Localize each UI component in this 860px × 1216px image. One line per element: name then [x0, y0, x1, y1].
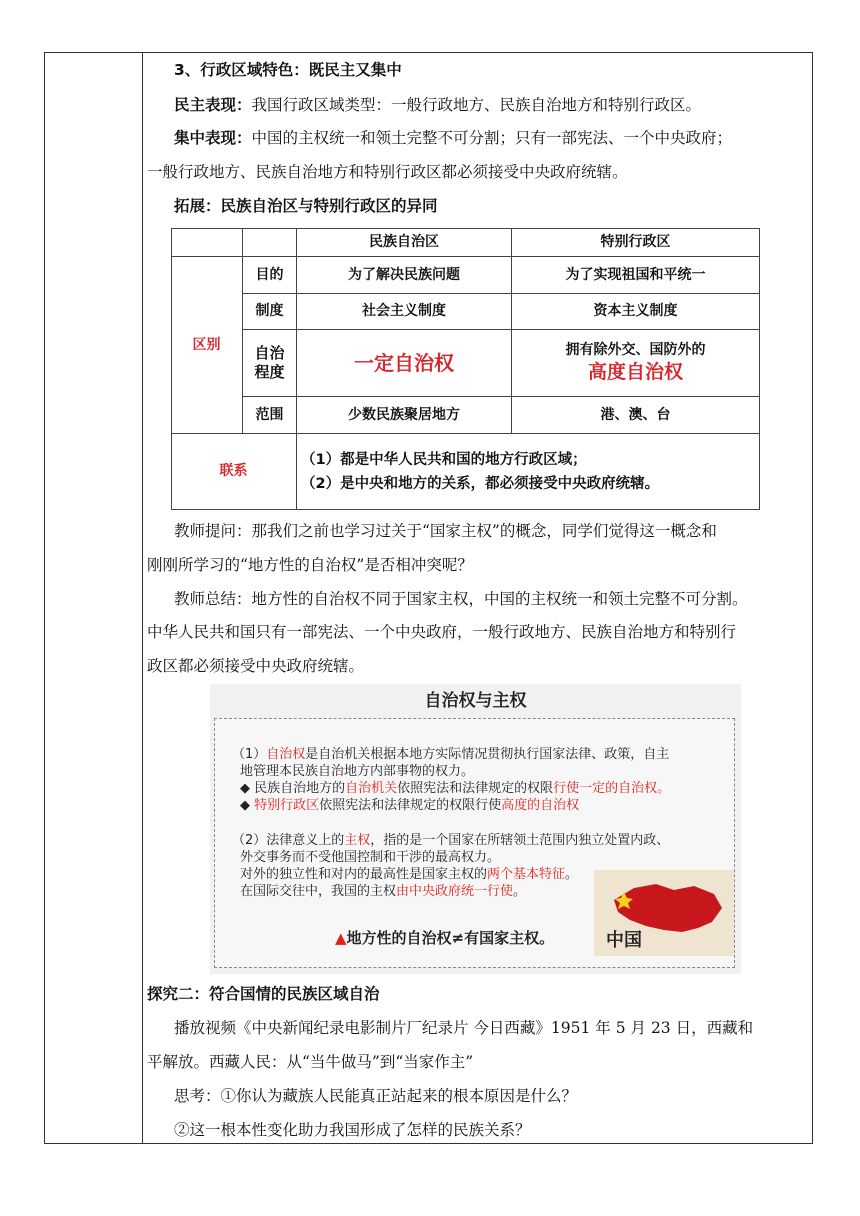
teacher-summary-1: 教师总结：地方性的自治权不同于国家主权，中国的主权统一和领土完整不可分割。 — [174, 590, 748, 608]
autonomy-autonomous: 一定自治权 — [354, 350, 454, 375]
explore2-title: 探究二：符合国情的民族区域自治 — [147, 985, 380, 1003]
centralization-line — [174, 128, 732, 148]
row-label-system: 制度 — [255, 303, 284, 319]
section-title: 3、行政区域特色：既民主又集中 — [174, 61, 402, 79]
think-question-2: ②这一根本性变化助力我国形成了怎样的民族关系？ — [174, 1121, 531, 1139]
link-line-1: （1）都是中华人民共和国的地方行政区域； — [301, 451, 587, 468]
slide-autonomy-vs-sovereignty — [210, 684, 741, 974]
china-map-image — [594, 870, 734, 956]
autonomy-sar — [512, 330, 759, 396]
comparison-table — [171, 228, 760, 510]
scope-autonomous: 少数民族聚居地方 — [348, 406, 460, 423]
centralization-text-2: 一般行政地方、民族自治地方和特别行政区都必须接受中央政府统辖。 — [147, 163, 628, 181]
col-header-sar: 特别行政区 — [600, 233, 671, 250]
col-header-autonomous: 民族自治区 — [369, 233, 439, 250]
slide-bullet-1: ◆ 民族自治地方的自治机关依照宪法和法律规定的权限行使一定的自治权。 — [240, 781, 671, 796]
slide-p2-line1: （2）法律意义上的主权，指的是一个国家在所辖领土范围内独立处置内政、 — [232, 833, 670, 848]
column-divider — [142, 52, 143, 1144]
extension-title: 拓展：民族自治区与特别行政区的异同 — [174, 197, 438, 215]
row-label-autonomy-1: 自治 — [254, 344, 285, 362]
autonomy-sar-2: 高度自治权 — [587, 361, 683, 383]
slide-bullet-2: ◆ 特别行政区依照宪法和法律规定的权限行使高度的自治权 — [240, 798, 580, 813]
row-label-autonomy — [243, 330, 296, 396]
teacher-summary-3: 政区都必须接受中央政府统辖。 — [147, 657, 365, 675]
slide-title: 自治权与主权 — [424, 691, 527, 711]
video-line-2: 平解放。西藏人民：从“当牛做马”到“当家作主” — [147, 1053, 474, 1071]
row-label-autonomy-2: 程度 — [254, 363, 285, 381]
link-line-2: （2）是中央和地方的关系，都必须接受中央政府统辖。 — [301, 475, 660, 492]
slide-p2-line3: 对外的独立性和对内的最高性是国家主权的两个基本特征。 — [240, 867, 579, 882]
row-label-purpose: 目的 — [255, 266, 284, 283]
autonomy-sar-1: 拥有除外交、国防外的 — [565, 342, 706, 358]
centralization-label: 集中表现： — [174, 129, 252, 147]
group-link: 联系 — [219, 463, 248, 479]
video-line-1: 播放视频《中央新闻纪录电影制片厂纪录片 今日西藏》1951 年 5 月 23 日，西藏和 — [174, 1019, 754, 1037]
teacher-summary-2: 中华人民共和国只有一部宪法、一个中央政府，一般行政地方、民族自治地方和特别行 — [147, 623, 737, 641]
system-sar: 资本主义制度 — [593, 303, 678, 319]
teacher-question-1: 教师提问：那我们之前也学习过关于“国家主权”的概念，同学们觉得这一概念和 — [174, 522, 717, 540]
democracy-text: 我国行政区域类型：一般行政地方、民族自治地方和特别行政区。 — [251, 96, 702, 114]
link-text — [301, 434, 759, 509]
map-caption: 中国 — [606, 930, 642, 951]
scope-sar: 港、澳、台 — [600, 406, 671, 423]
slide-p1-line2: 地管理本民族自治地方内部事物的权力。 — [240, 764, 475, 779]
slide-p2-line4: 在国际交往中，我国的主权由中央政府统一行使。 — [240, 884, 527, 899]
triangle-icon: ▲ — [335, 929, 347, 947]
purpose-sar: 为了实现祖国和平统一 — [565, 266, 706, 283]
system-autonomous: 社会主义制度 — [362, 303, 446, 319]
centralization-text-1: 中国的主权统一和领土完整不可分割；只有一部宪法、一个中央政府； — [251, 129, 733, 147]
group-difference: 区别 — [192, 336, 221, 353]
purpose-autonomous: 为了解决民族问题 — [348, 266, 460, 283]
slide-p2-line2: 外交事务而不受他国控制和干涉的最高权力。 — [240, 850, 501, 865]
think-question-1: 思考：①你认为藏族人民能真正站起来的根本原因是什么？ — [174, 1087, 578, 1105]
slide-conclusion: ▲地方性的自治权≠有国家主权。 — [335, 929, 555, 947]
slide-p1-line1: （1）自治权是自治机关根据本地方实际情况贯彻执行国家法律、政策，自主 — [232, 747, 670, 762]
teacher-question-2: 刚刚所学习的“地方性的自治权”是否相冲突呢？ — [147, 556, 473, 574]
democracy-line — [174, 95, 701, 115]
row-label-scope: 范围 — [255, 406, 284, 423]
democracy-label: 民主表现： — [174, 96, 252, 114]
